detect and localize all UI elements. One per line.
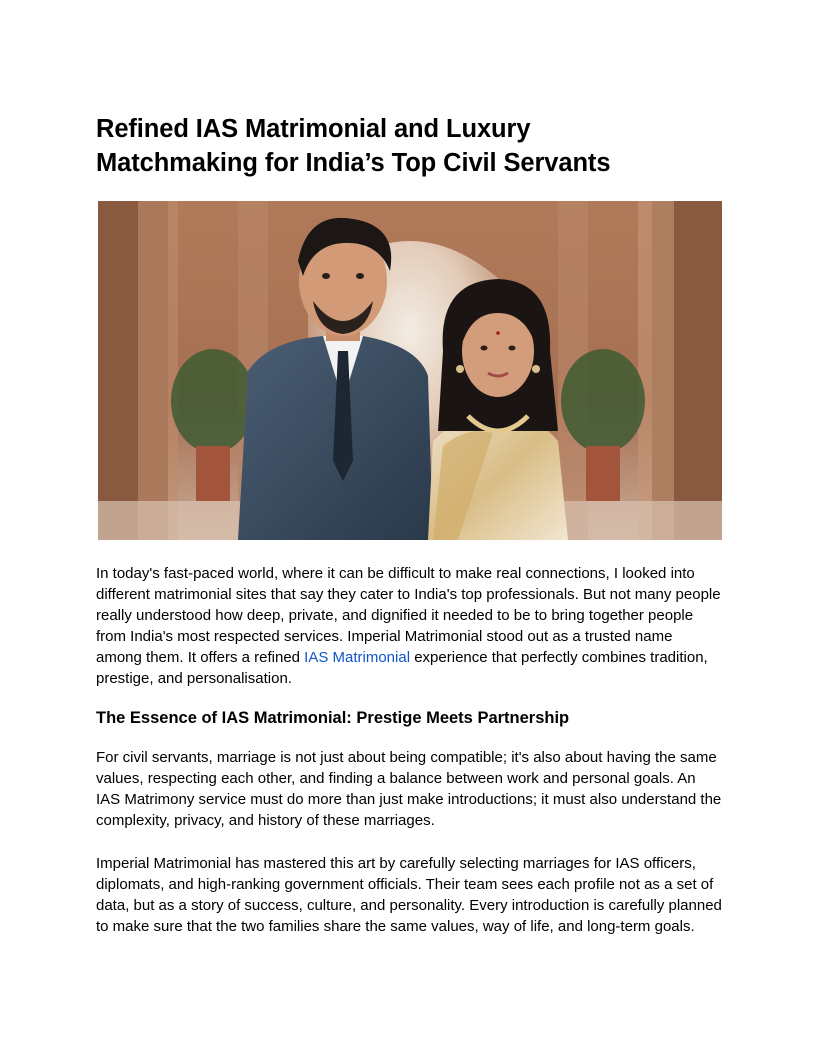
- ias-matrimonial-link[interactable]: IAS Matrimonial: [304, 649, 411, 666]
- intro-text-after-link: experience that perfectly combines tradition, prestige, and personalisation.: [96, 649, 708, 687]
- couple-portrait-image: [98, 201, 722, 540]
- intro-paragraph: [96, 563, 722, 689]
- intro-text-before-link: In today's fast-paced world, where it can be difficult to make real connections, I looked into different matrimonial sites that say they cater to India's top professionals. But not many people really understood how deep, private, and dignified it needed to be to bring together people from India's most respected services. Imperial Matrimonial stood out as a trusted name among them. It offers a refined: [96, 565, 721, 666]
- title-line-1: Refined IAS Matrimonial and Luxury: [96, 115, 531, 143]
- title-line-2: Matchmaking for India’s Top Civil Servants: [96, 149, 611, 177]
- section-heading: The Essence of IAS Matrimonial: Prestige Meets Partnership: [96, 709, 570, 727]
- body-paragraph-1: For civil servants, marriage is not just about being compatible; it's also about having the same values, respecting each other, and finding a balance between work and personal goals. An IAS Matrimony service must do more than just make introductions; it must also understand the complexity, privacy, and history of these marriages.: [96, 749, 722, 829]
- body-paragraph-2: Imperial Matrimonial has mastered this art by carefully selecting marriages for IAS officers, diplomats, and high-ranking government officials. Their team sees each profile not as a set of data, but as a story of success, culture, and personality. Every introduction is carefully planned to make sure that the two families share the same values, way of life, and long-term goals.: [96, 855, 722, 935]
- document-title: [96, 112, 722, 180]
